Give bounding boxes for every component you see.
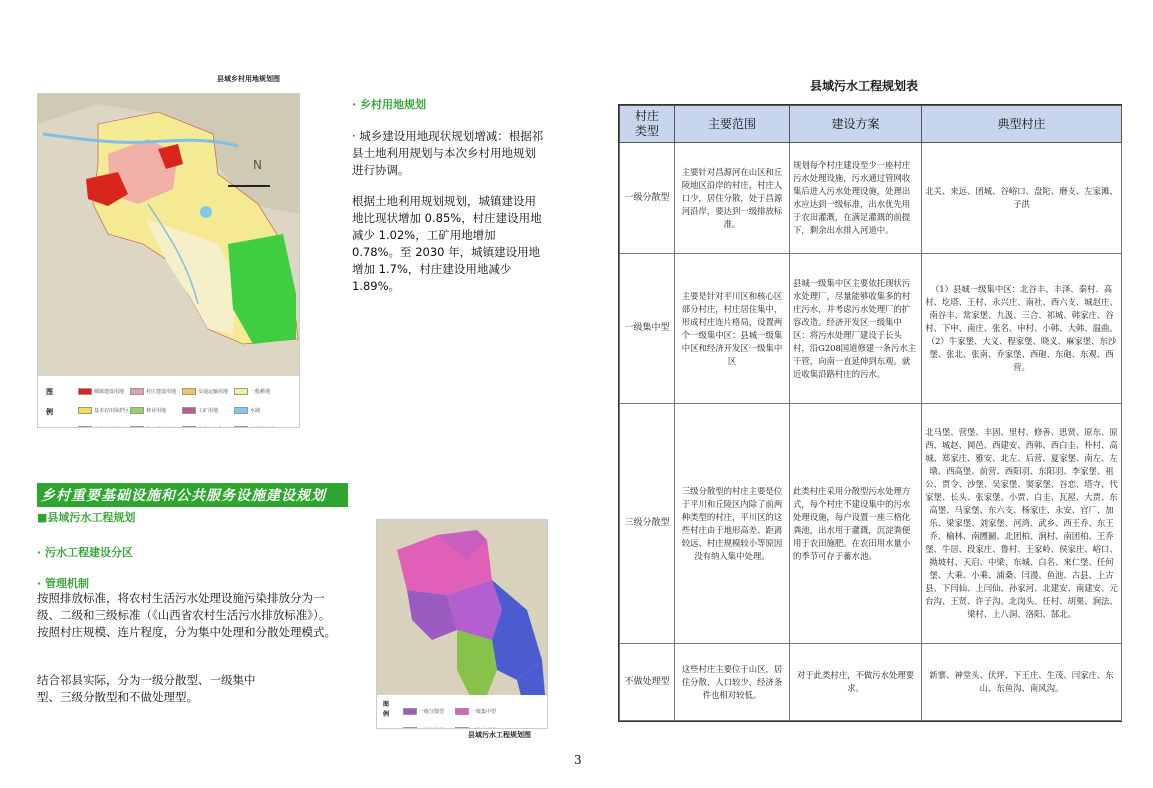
legend-item bbox=[455, 708, 507, 715]
legend-swatch bbox=[130, 407, 144, 414]
land-use-map bbox=[37, 93, 300, 428]
legend-item bbox=[78, 407, 130, 414]
header-plan bbox=[790, 106, 922, 143]
legend-swatch bbox=[130, 388, 144, 395]
legend-label bbox=[146, 427, 176, 428]
legend-item bbox=[78, 388, 130, 395]
legend-label: 一级集中型 bbox=[471, 709, 497, 715]
legend-item bbox=[182, 426, 234, 428]
left-legend-items bbox=[78, 380, 298, 428]
mgmt-para2: 结合祁县实际，分为一级分散型、一级集中型、三级分散型和不做处理型。 bbox=[37, 673, 256, 704]
legend-label: 基本农田保护区 bbox=[94, 408, 130, 414]
row-villages: （1）县城一级集中区：北谷丰、丰泽、秦村、高村、圪塔、王村、永兴庄、南社、西六支、城赵庄、南谷丰、常家堡、九汲、三合、祁城、韩家庄、谷村、下申、南庄、张名、申村、小韩、大韩、温曲。（2）牛家堡、大义、程家堡、晓义、麻家堡、东沙堡、张北、张南、乔家堡、西砲、东砲、东观、西营。 bbox=[922, 254, 1122, 404]
row-scope: 三级分散型的村庄主要是位于平川和丘陵区内除了前两种类型的村庄，平川区的这些村庄由于地形高差、距离较远、村庄规模较小等原因没有纳入集中处理。 bbox=[675, 404, 790, 644]
header-villages bbox=[922, 106, 1122, 143]
legend-label bbox=[419, 728, 444, 729]
legend-item bbox=[234, 426, 286, 428]
row-plan: 此类村庄采用分散型污水处理方式，每个村庄不建设集中的污水处理设施，每户设置一座三格化粪池，出水用于灌溉，沉淀粪便用于农田施肥。在农田用水量小的季节可存于蓄水池。 bbox=[790, 404, 922, 644]
header-scope-label: 主要范围 bbox=[707, 116, 756, 131]
table-header-row bbox=[620, 106, 1122, 143]
legend-label: 村庄建设用地 bbox=[146, 389, 177, 395]
legend-item bbox=[403, 708, 455, 715]
legend-swatch bbox=[182, 388, 196, 395]
page-number: 3 bbox=[574, 753, 582, 767]
rural-land-para1: · 城乡建设用地现状规划增减：根据祁县土地利用规划与本次乡村用地规划进行协调。 bbox=[352, 129, 544, 177]
row-villages: 北关、来远、团城、谷峪口、盘陀、磨支、左家滩、子洪 bbox=[922, 143, 1122, 254]
legend-label: 一般耕地 bbox=[250, 389, 271, 395]
row-plan: 规划每个村庄建设至少一座村庄污水处理设施，污水通过管网收集后进入污水处理设施，处理出水应达到一级标准，出水优先用于农田灌溉，在满足灌溉的前提下，剩余出水排入河道中。 bbox=[790, 143, 922, 254]
legend-label bbox=[198, 427, 234, 428]
row-type: 三级分散型 bbox=[620, 404, 675, 644]
mgmt-heading: · 管理机制 bbox=[37, 577, 90, 590]
row-type: 不做处理型 bbox=[620, 644, 675, 721]
legend-item bbox=[455, 727, 507, 729]
legend-label bbox=[471, 728, 496, 729]
legend-item bbox=[234, 407, 286, 414]
legend-swatch bbox=[403, 708, 417, 715]
mgmt-para1: 按照排放标准，将农村生活污水处理设施污染排放分为一级、二级和三级标准（《山西省农村生活污水排放标准》）。按照村庄规模、连片程度，分为集中处理和分散处理模式。 bbox=[37, 591, 336, 639]
left-legend-title: 图 例 bbox=[46, 388, 53, 416]
header-villages-label: 典型村庄 bbox=[997, 116, 1046, 131]
header-scope bbox=[675, 106, 790, 143]
legend-item bbox=[130, 407, 182, 414]
legend-label: 一级分散型 bbox=[419, 709, 445, 715]
legend-item bbox=[182, 388, 234, 395]
legend-swatch bbox=[78, 407, 92, 414]
row-plan: 县城一级集中区主要依托现状污水处理厂，尽量能够收集多的村庄污水，并考虑污水处理厂的扩容改造。经济开发区一级集中区：将污水处理厂建设于长头村，沿G208国道修建一条污水主干管，向南一直延伸到东观。就近收集沿路村庄的污水。 bbox=[790, 254, 922, 404]
legend-label: 工矿用地 bbox=[198, 408, 219, 414]
right-legend-items bbox=[403, 700, 543, 729]
legend-item bbox=[78, 426, 130, 428]
table-row bbox=[620, 404, 1122, 644]
legend-swatch bbox=[455, 727, 469, 729]
legend-item bbox=[130, 388, 182, 395]
legend-label: 水域 bbox=[250, 408, 261, 414]
header-plan-label: 建设方案 bbox=[831, 116, 880, 131]
row-villages: 新寨、神堂头、伏坪、下王庄、生茂、闫家庄、东山、东鱼沟、南风沟。 bbox=[922, 644, 1122, 721]
legend-swatch bbox=[403, 727, 417, 729]
sewage-plan-table bbox=[619, 105, 1122, 721]
legend-swatch bbox=[182, 407, 196, 414]
table-row bbox=[620, 254, 1122, 404]
row-type: 一级集中型 bbox=[620, 254, 675, 404]
legend-swatch bbox=[455, 708, 469, 715]
legend-item bbox=[182, 407, 234, 414]
table-row bbox=[620, 644, 1122, 721]
row-type: 一级分散型 bbox=[620, 143, 675, 254]
legend-label bbox=[250, 427, 275, 428]
row-scope: 这些村庄主要位于山区，居住分散，人口较少，经济条件也相对较低。 bbox=[675, 644, 790, 721]
right-legend-title: 图 例 bbox=[383, 701, 390, 718]
svg-text:N: N bbox=[253, 158, 262, 172]
row-scope: 主要针对昌源河在山区和丘陵地区沿岸的村庄，村庄人口少，居住分散，处于昌源河沿岸，要达到一级排放标准。 bbox=[675, 143, 790, 254]
sewage-plan-table-wrap bbox=[618, 104, 1122, 722]
table-title: 县域污水工程规划表 bbox=[810, 79, 919, 93]
legend-label: 林业用地 bbox=[146, 408, 167, 414]
legend-label: 城镇建设用地 bbox=[94, 389, 125, 395]
row-villages: 北马堡、营堡、丰固、里村、修善、思贤、原东、原西、城赵、岡邑、西建安、西韩、西白圭、朴村、高城、郑家庄、雅安、北左、后营、夏家堡、南左、左墩、西高堡、前营、西阳羽、东阳羽、李家堡、祖公、贾令、沙堡、吴家堡、窦家堡、谷恋、塔寺、代家堡、长头、张家堡、小贾、白圭、瓦屋、大贾、东高堡、马家堡、东六支、杨家庄、永安、官厂、加乐、梁家堡、刘家堡、河湾、武乡、西王乔、东王乔、榆林、南圐圙、北团柏、涧村、南团柏、王乔堡、牛居、段家庄、鲁村、王家岭、侯家庄、峪口、拗坡村、天启、中梁、东城、白名、來仁堡、任何堡、大乘、小乘、浦桑、闫漫、鱼池、古县、上古县、下闫仙、上闫仙、孙家河、北建安、南建安、元台沟、王贤、许子沟、北岗头、任村、胡栗、涧法、梁村、上八洞、洛阳、郜北。 bbox=[922, 404, 1122, 644]
rural-land-heading: · 乡村用地规划 bbox=[352, 98, 427, 111]
left-map-caption: 县域乡村用地规划图 bbox=[217, 75, 280, 83]
legend-label: 交通运输用地 bbox=[198, 389, 229, 395]
legend-item bbox=[234, 388, 286, 395]
legend-label bbox=[94, 427, 124, 428]
legend-swatch bbox=[78, 426, 92, 428]
legend-item bbox=[130, 426, 182, 428]
legend-swatch bbox=[234, 426, 248, 428]
right-map-caption: 县域污水工程规划图 bbox=[468, 731, 531, 739]
legend-swatch bbox=[234, 388, 248, 395]
legend-swatch bbox=[78, 388, 92, 395]
sewage-map bbox=[376, 519, 548, 729]
row-scope: 主要是针对平川区和核心区部分村庄，村庄居住集中，形成村庄连片格局，设置两个一级集中区：县城一级集中区和经济开发区一级集中区 bbox=[675, 254, 790, 404]
zoning-heading: · 污水工程建设分区 bbox=[37, 546, 134, 559]
legend-item bbox=[403, 727, 455, 729]
row-plan: 对于此类村庄，不做污水处理要求。 bbox=[790, 644, 922, 721]
table-row bbox=[620, 143, 1122, 254]
header-type bbox=[620, 106, 675, 143]
legend-swatch bbox=[130, 426, 144, 428]
sewage-map-graphic bbox=[377, 520, 547, 728]
infra-sub-heading: ■县域污水工程规划 bbox=[37, 511, 136, 524]
legend-swatch bbox=[182, 426, 196, 428]
legend-swatch bbox=[234, 407, 248, 414]
left-map-legend bbox=[38, 376, 299, 427]
header-type-label: 村庄 类型 bbox=[634, 109, 659, 138]
rural-land-para2: 根据土地利用规划规划，城镇建设用地比现状增加 0.85%，村庄建设用地减少 1.02%，工矿用地增加 0.78%。至 2030 年，城镇建设用地增加 1.7%，村庄建设用地减少 1.89%。 bbox=[352, 194, 542, 293]
infra-banner: 乡村重要基础设施和公共服务设施建设规划 bbox=[37, 483, 348, 507]
